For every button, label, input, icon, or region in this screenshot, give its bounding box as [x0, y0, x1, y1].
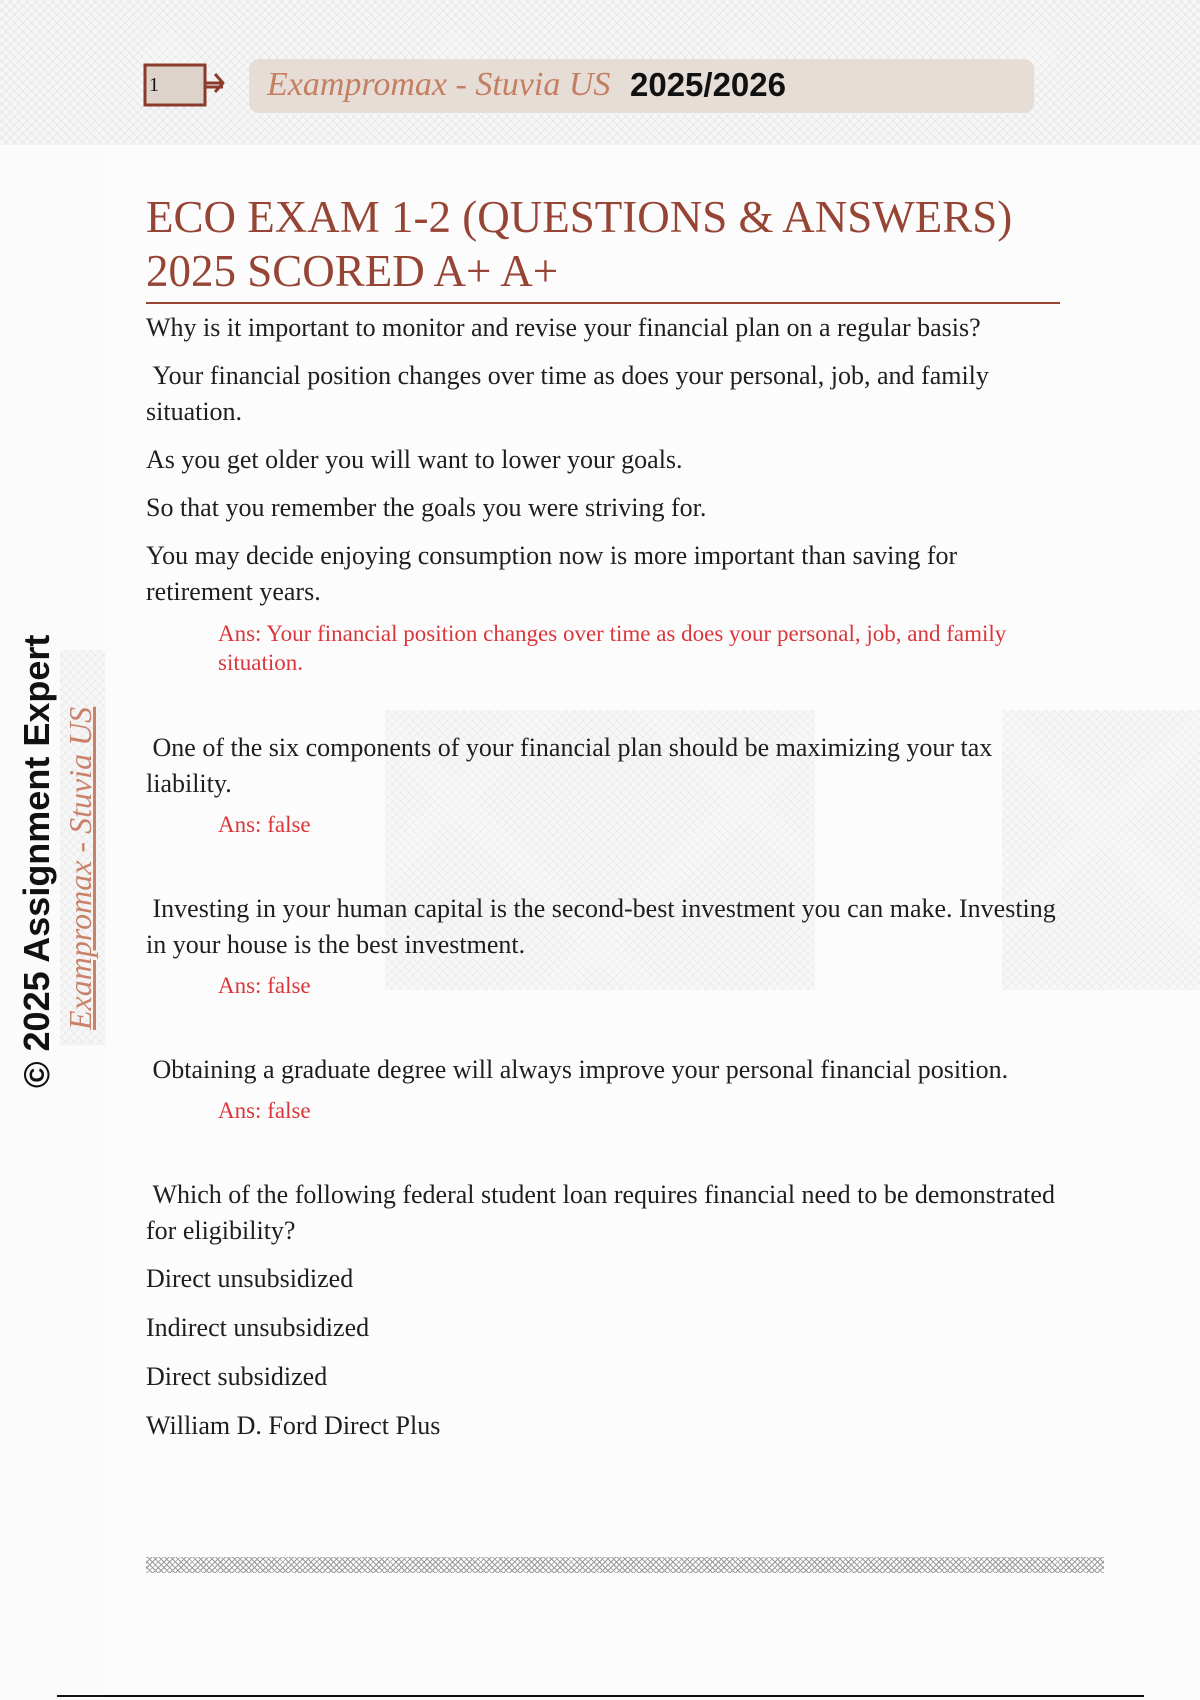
answer-key: Ans: Your financial position changes over time as does your personal, job, and family situation. [218, 621, 1007, 675]
answer-key: Ans: false [218, 973, 311, 998]
answer-option: Your financial position changes over time as does your personal, job, and family situation. [146, 361, 996, 426]
question-text: Investing in your human capital is the second-best investment you can make. Investing in your house is the best investment. [146, 894, 1063, 959]
title-line-2: 2025 SCORED A+ A+ [146, 246, 559, 296]
header-title-bar [249, 59, 1034, 113]
title-line-1: ECO EXAM 1-2 (QUESTIONS & ANSWERS) [146, 192, 1013, 242]
watermark-copyright: © 2025 Assignment Expert [16, 634, 57, 1088]
answer-key: Ans: false [218, 812, 311, 837]
footer-rule [57, 1695, 1144, 1697]
question-text: Obtaining a graduate degree will always improve your personal financial position. [146, 1055, 1009, 1084]
page-number-badge [143, 63, 239, 114]
answer-option: Direct subsidized [146, 1362, 328, 1391]
answer-option: Indirect unsubsidized [146, 1313, 370, 1342]
answer-option: William D. Ford Direct Plus [146, 1411, 441, 1440]
answer-option: You may decide enjoying consumption now is more important than saving for retirement years. [146, 541, 958, 606]
section-divider [146, 1557, 1104, 1573]
side-watermark [14, 635, 100, 1088]
header-brand: Exampromax - Stuvia US [267, 66, 611, 103]
watermark-brand: Exampromax - Stuvia US [62, 706, 98, 1030]
question-text: One of the six components of your financial plan should be maximizing your tax liability. [146, 733, 999, 798]
question-text: Why is it important to monitor and revise your financial plan on a regular basis? [146, 313, 981, 342]
header-year: 2025/2026 [630, 66, 786, 103]
document-body [146, 190, 1063, 1444]
answer-option: Direct unsubsidized [146, 1264, 354, 1293]
page-number: 1 [149, 74, 159, 96]
page-title [146, 190, 1060, 304]
answer-option: As you get older you will want to lower your goals. [146, 445, 683, 474]
question-text: Which of the following federal student loan requires financial need to be demonstrated for eligibility? [146, 1180, 1062, 1245]
answer-key: Ans: false [218, 1098, 311, 1123]
answer-option: So that you remember the goals you were striving for. [146, 493, 707, 522]
